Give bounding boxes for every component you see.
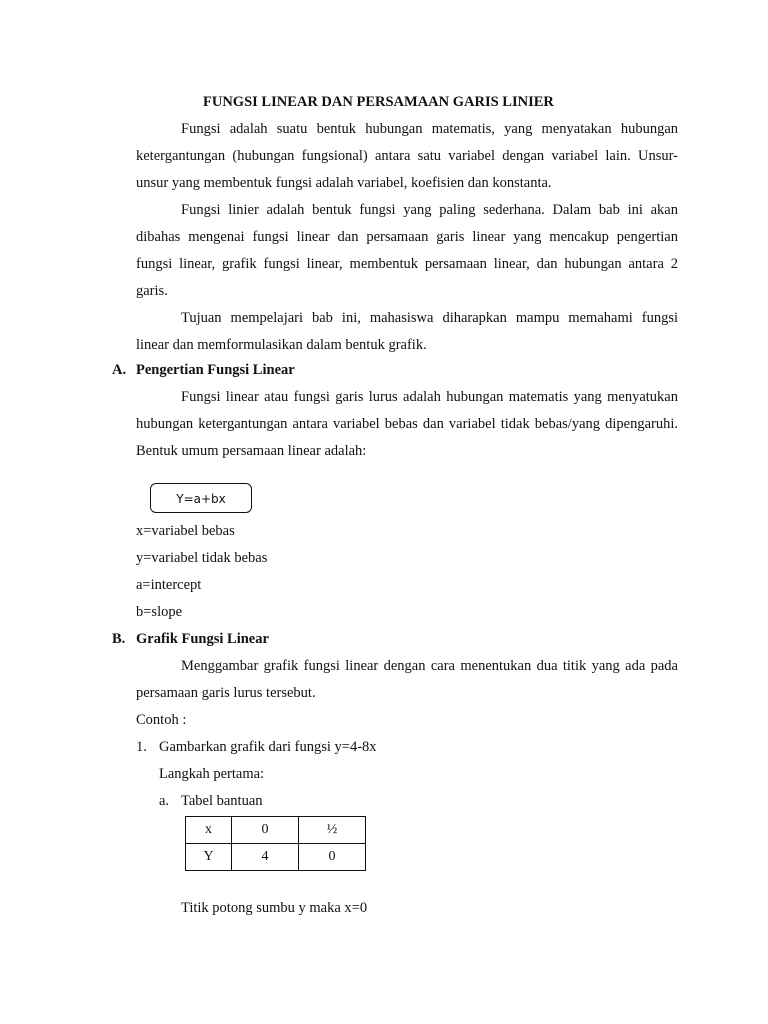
titik-potong-text: Titik potong sumbu y maka x=0 (181, 900, 368, 916)
sub-item-marker: a. (159, 793, 170, 809)
section-a-heading: Pengertian Fungsi Linear (136, 362, 295, 378)
table-cell: 4 (232, 844, 299, 871)
intro-p3-line1: Tujuan mempelajari bab ini, mahasiswa diharapkan mampu memahami fungsi (181, 310, 678, 326)
section-b-heading: Grafik Fungsi Linear (136, 631, 269, 647)
contoh-label: Contoh : (136, 712, 187, 728)
definition-b: b=slope (136, 604, 183, 620)
intro-p2-line1: Fungsi linier adalah bentuk fungsi yang paling sederhana. Dalam bab ini akan (181, 202, 678, 218)
list-item-text: Gambarkan grafik dari fungsi y=4-8x (159, 739, 377, 755)
intro-p1-line1: Fungsi adalah suatu bentuk hubungan matematis, yang menyatakan hubungan (181, 121, 678, 137)
table-cell: Y (186, 844, 232, 871)
section-a-p1-line1: Fungsi linear atau fungsi garis lurus adalah hubungan matematis yang menyatukan (181, 389, 678, 405)
formula-box (150, 483, 252, 513)
table-row (186, 817, 366, 844)
table-cell: 0 (232, 817, 299, 844)
section-b-p1-line2: persamaan garis lurus tersebut. (136, 685, 316, 701)
document-title: FUNGSI LINEAR DAN PERSAMAAN GARIS LINIER (203, 94, 554, 110)
definition-y: y=variabel tidak bebas (136, 550, 268, 566)
sub-item-text: Tabel bantuan (181, 793, 263, 809)
section-a-p1-line3: Bentuk umum persamaan linear adalah: (136, 443, 367, 459)
langkah-label: Langkah pertama: (159, 766, 265, 782)
list-item-marker: 1. (136, 739, 147, 755)
table-cell: ½ (299, 817, 366, 844)
section-b-p1-line1: Menggambar grafik fungsi linear dengan cara menentukan dua titik yang ada pada (181, 658, 678, 674)
definition-a: a=intercept (136, 577, 202, 593)
helper-table (185, 816, 366, 871)
section-a-marker: A. (112, 362, 127, 378)
table-cell: 0 (299, 844, 366, 871)
intro-p3-line2: linear dan memformulasikan dalam bentuk grafik. (136, 337, 427, 353)
table-row (186, 844, 366, 871)
intro-p2-line4: garis. (136, 283, 168, 299)
intro-p1-line2: ketergantungan (hubungan fungsional) antara satu variabel dengan variabel lain. Unsur- (136, 148, 678, 164)
intro-p2-line2: dibahas mengenai fungsi linear dan persamaan garis linear yang mencakup pengertian (136, 229, 678, 245)
section-a-p1-line2: hubungan ketergantungan antara variabel bebas dan variabel tidak bebas/yang dipengaruhi. (136, 416, 678, 432)
intro-p1-line3: unsur yang membentuk fungsi adalah variabel, koefisien dan konstanta. (136, 175, 552, 191)
formula-text: Y=a+bx (176, 492, 226, 506)
table-cell: x (186, 817, 232, 844)
intro-p2-line3: fungsi linear, grafik fungsi linear, membentuk persamaan linear, dan hubungan antara 2 (136, 256, 678, 272)
section-b-marker: B. (112, 631, 126, 647)
definition-x: x=variabel bebas (136, 523, 235, 539)
